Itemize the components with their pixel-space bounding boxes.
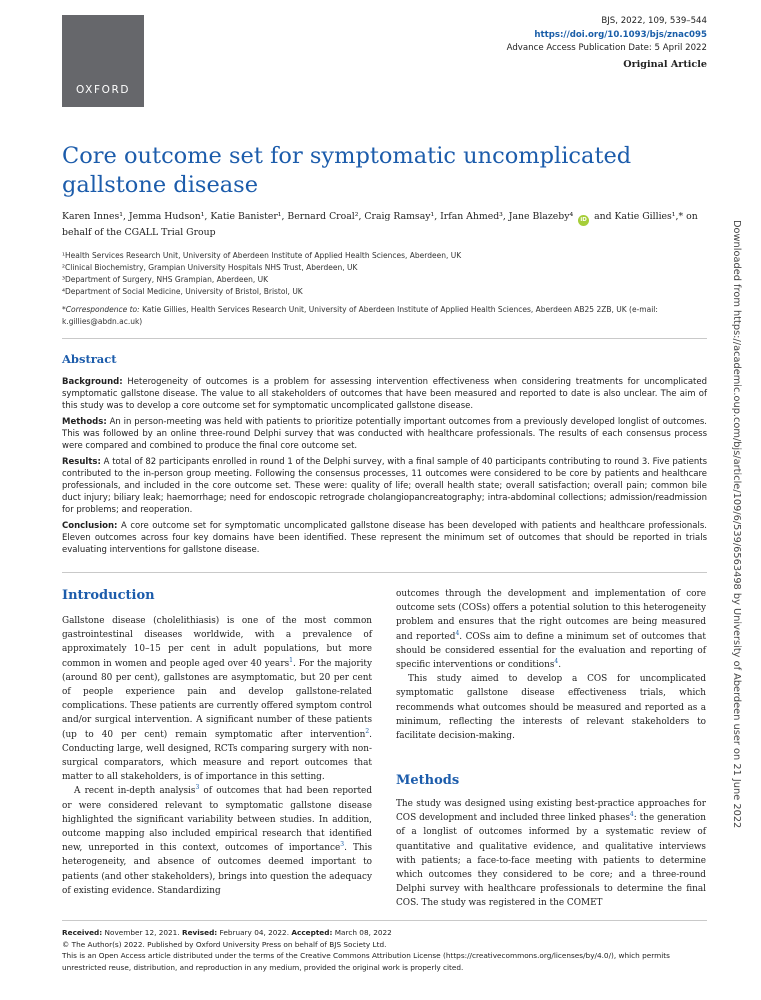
affiliation-2: ²Clinical Biochemistry, Grampian University Hospitals NHS Trust, Aberdeen, UK xyxy=(62,263,358,272)
ref-link[interactable]: 3 xyxy=(340,841,345,849)
accepted-label: Accepted: xyxy=(291,928,333,937)
authors-part-2: and Katie Gillies¹,* on behalf of the CGALL Trial Group xyxy=(62,211,698,238)
received-label: Received: xyxy=(62,928,103,937)
correspondence-label: *Correspondence to: xyxy=(62,305,140,314)
abstract-results-label: Results: xyxy=(62,457,101,467)
correspondence xyxy=(62,304,702,328)
ref-link[interactable]: 4 xyxy=(554,658,559,666)
authors-part-1: Karen Innes¹, Jemma Hudson¹, Katie Banister¹, Bernard Croal², Craig Ramsay¹, Irfan Ahmed³, Jane Blazeby⁴ xyxy=(62,211,574,222)
abstract-conclusion xyxy=(62,520,707,556)
abstract-background-label: Background: xyxy=(62,377,123,387)
introduction-column-right xyxy=(396,587,706,743)
methods-column xyxy=(396,797,706,911)
received-date: November 12, 2021. xyxy=(104,928,180,937)
article-type: Original Article xyxy=(623,59,707,70)
intro-paragraph-4: This study aimed to develop a COS for uncomplicated symptomatic gallstone disease effectiveness trials, which recommends what outcomes should be measured and reported as a minimum, reflecting the interests of relevant stakeholders to facilitate decision-making. xyxy=(396,674,706,742)
intro-p3-text-c: . xyxy=(558,660,562,671)
orcid-icon[interactable]: iD xyxy=(578,215,589,226)
divider-top xyxy=(62,338,707,339)
intro-p2-text-c: . This heterogeneity, and absence of outcomes deemed important to patients (and other stakeholders), brings into question the adequacy of existing evidence. Standardizing xyxy=(62,843,373,896)
abstract-heading: Abstract xyxy=(62,352,117,366)
affiliations xyxy=(62,250,702,298)
affiliation-1: ¹Health Services Research Unit, University of Aberdeen Institute of Applied Health Sciences, Aberdeen, UK xyxy=(62,251,462,260)
ref-link[interactable]: 4 xyxy=(455,629,460,637)
journal-citation: BJS, 2022, 109, 539–544 xyxy=(601,16,707,26)
download-watermark xyxy=(728,220,746,829)
license: This is an Open Access article distributed under the terms of the Creative Commons Attribution License (https://creativecommons.org/licenses/by/4.0/), which permits unrestricted reuse, distribution, and reproduction in any medium, provided the original work is properly cited. xyxy=(62,951,670,972)
methods-paragraph-1 xyxy=(396,797,706,911)
intro-paragraph-1 xyxy=(62,614,372,784)
affiliation-4: ⁴Department of Social Medicine, University of Bristol, Bristol, UK xyxy=(62,287,303,296)
author-list xyxy=(62,210,702,240)
abstract xyxy=(62,376,707,560)
abstract-results-text: A total of 82 participants enrolled in round 1 of the Delphi survey, with a final sample of 40 participants contributing to round 3. Five patients contributed to the in-person group meeting. Following the consensus processes, 11 outcomes were considered to be core by patients and healthcare professionals, and included in the core outcome set. These were: quality of life; overall health state; overall satisfaction; overall pain; common bile duct injury; biliary leak; haemorrhage; need for endoscopic retrograde cholangiopancreatography; intra-abdominal collections; admission/readmission for problems; and reoperation. xyxy=(62,457,708,515)
article-title: Core outcome set for symptomatic uncomplicated gallstone disease xyxy=(62,143,632,198)
intro-p1-text-c: . Conducting large, well designed, RCTs comparing surgery with non-surgical comparators, which measure and report outcomes that matter to all stakeholders, is of importance in this setting. xyxy=(62,729,372,783)
abstract-background-text: Heterogeneity of outcomes is a problem for assessing intervention effectiveness when considering treatments for uncomplicated symptomatic gallstone disease. The value to all stakeholders of outcomes that have been measured and reported to date is also unclear. The aim of this study was to develop a core outcome set for symptomatic uncomplicated gallstone disease. xyxy=(62,377,707,411)
methods-heading: Methods xyxy=(396,773,460,788)
publisher-name: OXFORD xyxy=(75,84,131,96)
affiliation-3: ³Department of Surgery, NHS Grampian, Aberdeen, UK xyxy=(62,275,269,284)
revised-label: Revised: xyxy=(181,928,218,937)
intro-p1-text-b: . For the majority (around 80 per cent), gallstones are asymptomatic, but 20 per cent of people experience pain and develop gallstone-related complications. These patients are currently offered symptom control and/or surgical intervention. A significant number of these patients (up to 40 per cent) remain symptomatic after intervention xyxy=(62,658,372,740)
abstract-methods-label: Methods: xyxy=(62,417,107,427)
correspondence-text: Katie Gillies, Health Services Research Unit, University of Aberdeen Institute of Applied Health Sciences, Aberdeen AB25 2ZB, UK (e-mail: k.gillies@abdn.ac.uk) xyxy=(62,305,658,326)
ref-link[interactable]: 4 xyxy=(629,811,634,819)
ref-link[interactable]: 2 xyxy=(365,727,370,735)
abstract-background xyxy=(62,376,707,412)
intro-p3-text-b: . COSs aim to define a minimum set of outcomes that should be considered essential for the evaluation and reporting of specific interventions or conditions xyxy=(396,631,706,671)
accepted-date: March 08, 2022 xyxy=(334,928,392,937)
methods-p1-text-a: The study was designed using existing best-practice approaches for COS development and included three linked phases xyxy=(396,799,706,824)
intro-p3-text-a: outcomes through the development and implementation of core outcome sets (COSs) offers a potential solution to this heterogeneity problem and ensures that the right outcomes are being measured and reported xyxy=(396,589,706,642)
intro-p2-text-b: of outcomes that had been reported or were considered relevant to symptomatic gallstone disease highlighted the significant variability between studies. In addition, outcome mapping also included empirical research that identified new, unreported in this context, outcomes of importance xyxy=(62,786,372,854)
methods-p1-text-b: : the generation of a longlist of outcomes informed by a systematic review of quantitative and qualitative evidence, and qualitative interviews with patients; a face-to-face meeting with patients to determine which outcomes they considered to be core; and a three-round Delphi survey with healthcare professionals to determine the final COS. The study was registered in the COMET xyxy=(396,813,706,909)
introduction-column-left xyxy=(62,614,372,898)
abstract-methods-text: An in person-meeting was held with patients to prioritize potentially important outcomes from a previously developed longlist of outcomes. This was followed by an online three-round Delphi survey that was conducted with healthcare professionals. The results of each consensus process were compared and combined to produce the final core outcome set. xyxy=(62,417,708,451)
doi-link[interactable]: https://doi.org/10.1093/bjs/znac095 xyxy=(534,30,707,40)
download-note-text: Downloaded from https://academic.oup.com/bjs/article/109/6/539/6563498 by University of Aberdeen user on 21 June 2022 xyxy=(731,220,742,829)
dates-line xyxy=(62,927,707,939)
abstract-methods xyxy=(62,416,707,452)
abstract-results xyxy=(62,456,707,516)
abstract-conclusion-label: Conclusion: xyxy=(62,521,118,531)
divider-abstract xyxy=(62,572,707,573)
intro-p2-text-a: A recent in-depth analysis xyxy=(74,786,196,797)
oxford-logo xyxy=(62,15,144,107)
access-date: Advance Access Publication Date: 5 April 2022 xyxy=(506,43,707,53)
abstract-conclusion-text: A core outcome set for symptomatic uncomplicated gallstone disease has been developed with patients and healthcare professionals. Eleven outcomes across four key domains have been identified. These represent the minimum set of outcomes that should be reported in trials evaluating interventions for gallstone disease. xyxy=(62,521,708,555)
ref-link[interactable]: 1 xyxy=(289,656,293,664)
revised-date: February 04, 2022. xyxy=(219,928,290,937)
ref-link[interactable]: 3 xyxy=(195,784,200,792)
copyright: © The Author(s) 2022. Published by Oxford University Press on behalf of BJS Society Ltd. xyxy=(62,939,387,949)
divider-footer xyxy=(62,920,707,921)
intro-paragraph-2 xyxy=(62,784,372,898)
intro-p1-text-a: Gallstone disease (cholelithiasis) is one of the most common gastrointestinal diseases worldwide, with a prevalence of approximately 10–15 per cent in adult populations, but more common in women and people aged over 40 years xyxy=(62,616,372,669)
introduction-heading: Introduction xyxy=(62,588,155,603)
intro-paragraph-3 xyxy=(396,587,706,672)
footer xyxy=(62,927,707,973)
